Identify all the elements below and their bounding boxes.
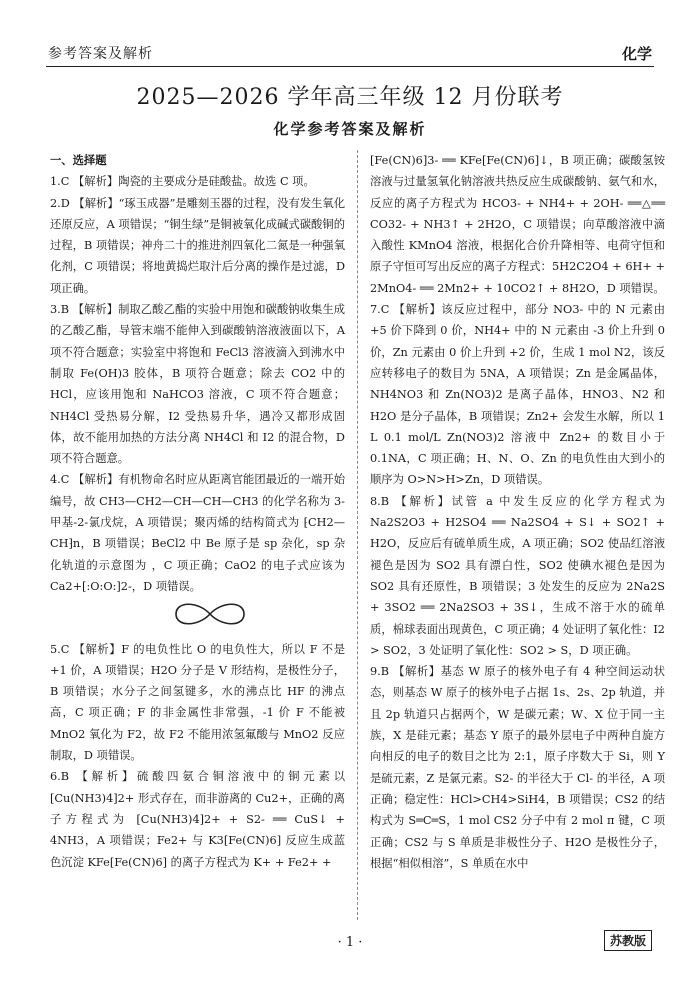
sp-orbital-icon xyxy=(170,599,345,636)
answer-8: 8.B 【解析】试管 a 中发生反应的化学方程式为 Na2S2O3 + H2SO4 ══ Na2SO4 + S↓ + SO2↑ + H2O，反应后有硫单质生成，A 项正确；SO2 使品红溶液褪色是因为 SO2 具有漂白性，SO2 使碘水褪色是因为 SO2 具有还原性，B 项错误；3 处发生的反应为 2Na2S + 3SO2 ══ 2Na2SO3 + 3S↓，生成不溶于水的硫单质，棉球表面出现黄色，C 项正确；4 处证明了氧化性：I2 > SO2，3 处证明了氧化性：SO2 > S，D 项正确。 xyxy=(370,494,665,657)
answer-7: 7.C 【解析】该反应过程中，部分 NO3- 中的 N 元素由 +5 价下降到 0 价，NH4+ 中的 N 元素由 -3 价上升到 0 价，Zn 元素由 0 价上升到 +2 价，生成 1 mol N2，该反应转移电子的数目为 5NA，A 项错误；Zn 是金属晶体，NH4NO3 和 Zn(NO3)2 是离子晶体，HNO3、N2 和 H2O 是分子晶体，B 项错误；Zn2+ 会发生水解，所以 1 L 0.1 mol/L Zn(NO3)2 溶液中 Zn2+ 的数目小于 0.1NA，C 项正确；H、N、O、Zn 的电负性由大到小的顺序为 O>N>H>Zn，D 项错误。 xyxy=(370,303,665,487)
answer-6: 6.B 【解析】硫酸四氨合铜溶液中的铜元素以 [Cu(NH3)4]2+ 形式存在，而非游离的 Cu2+，正确的离子方程式为 [Cu(NH3)4]2+ + S2- ══ CuS↓ + 4NH3，A 项错误；Fe2+ 与 K3[Fe(CN)6] 反应生成蓝色沉淀 KFe[Fe(CN)6] 的离子方程式为 K+ + Fe2+ + xyxy=(50,770,345,869)
answer-4: 4.C 【解析】有机物命名时应从距离官能团最近的一端开始编号，故 CH3—CH2—CH—CH—CH3 的化学名称为 3-甲基-2-氯戊烷，A 项错误；聚丙烯的结构简式为 ⁅CH2—CH⁆n，B 项错误；BeCl2 中 Be 原子是 sp 杂化，sp 杂化轨道的示意图为 ，C 项正确；CaO2 的电子式应该为 Ca2+[:O:O:]2-，D 项错误。 xyxy=(50,473,345,593)
answer-5: 5.C 【解析】F 的电负性比 O 的电负性大，所以 F 不是 +1 价，A 项错误；H2O 分子是 V 形结构，是极性分子，B 项错误；水分子之间氢键多，水的沸点比 HF 的沸点高，C 项正确；F 的非金属性非常强，-1 价 F 不能被 MnO2 氧化为 F2，故 F2 不能用浓氢氟酸与 MnO2 反应制取，D 项错误。 xyxy=(50,642,345,763)
answer-9: 9.B 【解析】基态 W 原子的核外电子有 4 种空间运动状态，则基态 W 原子的核外电子占据 1s、2s、2p 轨道，并且 2p 轨道只占据两个，W 是碳元素；W、X 位于同一主族，X 是硅元素；基态 Y 原子的最外层电子中两种自旋方向相反的电子的数目之比为 2:1，原子序数大于 Si，则 Y 是硫元素，Z 是氯元素。S2- 的半径大于 Cl- 的半径，A 项正确；稳定性：HCl>CH4>SiH4，B 项错误；CS2 的结构式为 S═C═S，1 mol CS2 分子中有 2 mol π 键，C 项正确；CS2 与 S 单质是非极性分子、H2O 是极性分子，根据“相似相溶”，S 单质在水中 xyxy=(370,665,665,870)
left-column xyxy=(50,150,345,873)
column-divider xyxy=(357,150,358,920)
answer-2: 2.D 【解析】“琢玉成器”是雕刻玉器的过程，没有发生氧化还原反应，A 项错误；“铜生绿”是铜被氧化成碱式碳酸铜的过程，B 项错误；神舟二十的推进剂四氧化二氮是一种强氧化剂，C 项错误；将地黄捣烂取汁后分离的操作是过滤，D 项正确。 xyxy=(50,196,345,295)
section-heading: 一、选择题 xyxy=(50,153,107,167)
page-number: · 1 · xyxy=(337,935,363,950)
page-title: 2025—2026 学年高三年级 12 月份联考 xyxy=(136,85,564,110)
answer-6-cont: [Fe(CN)6]3- ══ KFe[Fe(CN)6]↓，B 项正确；碳酸氢铵溶液与过量氢氧化钠溶液共热反应生成碳酸钠、氨气和水，反应的离子方程式为 HCO3- + NH4+ + 2OH- ══△══ CO32- + NH3↑ + 2H2O，C 项错误；向草酸溶液中滴入酸性 KMnO4 溶液，根据化合价升降相等、电荷守恒和原子守恒可写出反应的离子方程式：5H2C2O4 + 6H+ + 2MnO4- ══ 2Mn2+ + 10CO2↑ + 8H2O，D 项错误。 xyxy=(370,154,665,295)
right-column xyxy=(370,150,665,874)
header-rule xyxy=(46,66,654,67)
header-left: 参考答案及解析 xyxy=(48,46,153,62)
answer-3: 3.B 【解析】制取乙酸乙酯的实验中用饱和碳酸钠收集生成的乙酸乙酯，导管末端不能伸入到碳酸钠溶液液面以下，A 项不符合题意；实验室中将饱和 FeCl3 溶液滴入到沸水中制取 Fe(OH)3 胶体，B 项符合题意；除去 CO2 中的 HCl，应该用饱和 NaHCO3 溶液，C 项不符合题意；NH4Cl 受热易分解，I2 受热易升华，遇冷又都形成固体，故不能用加热的方法分离 NH4Cl 和 I2 的混合物，D 项不符合题意。 xyxy=(50,303,345,466)
header-subject: 化学 xyxy=(621,45,652,63)
edition-badge: 苏教版 xyxy=(604,930,652,951)
answer-1: 1.C 【解析】陶瓷的主要成分是硅酸盐。故选 C 项。 xyxy=(50,175,315,189)
page-subtitle: 化学参考答案及解析 xyxy=(273,120,427,138)
